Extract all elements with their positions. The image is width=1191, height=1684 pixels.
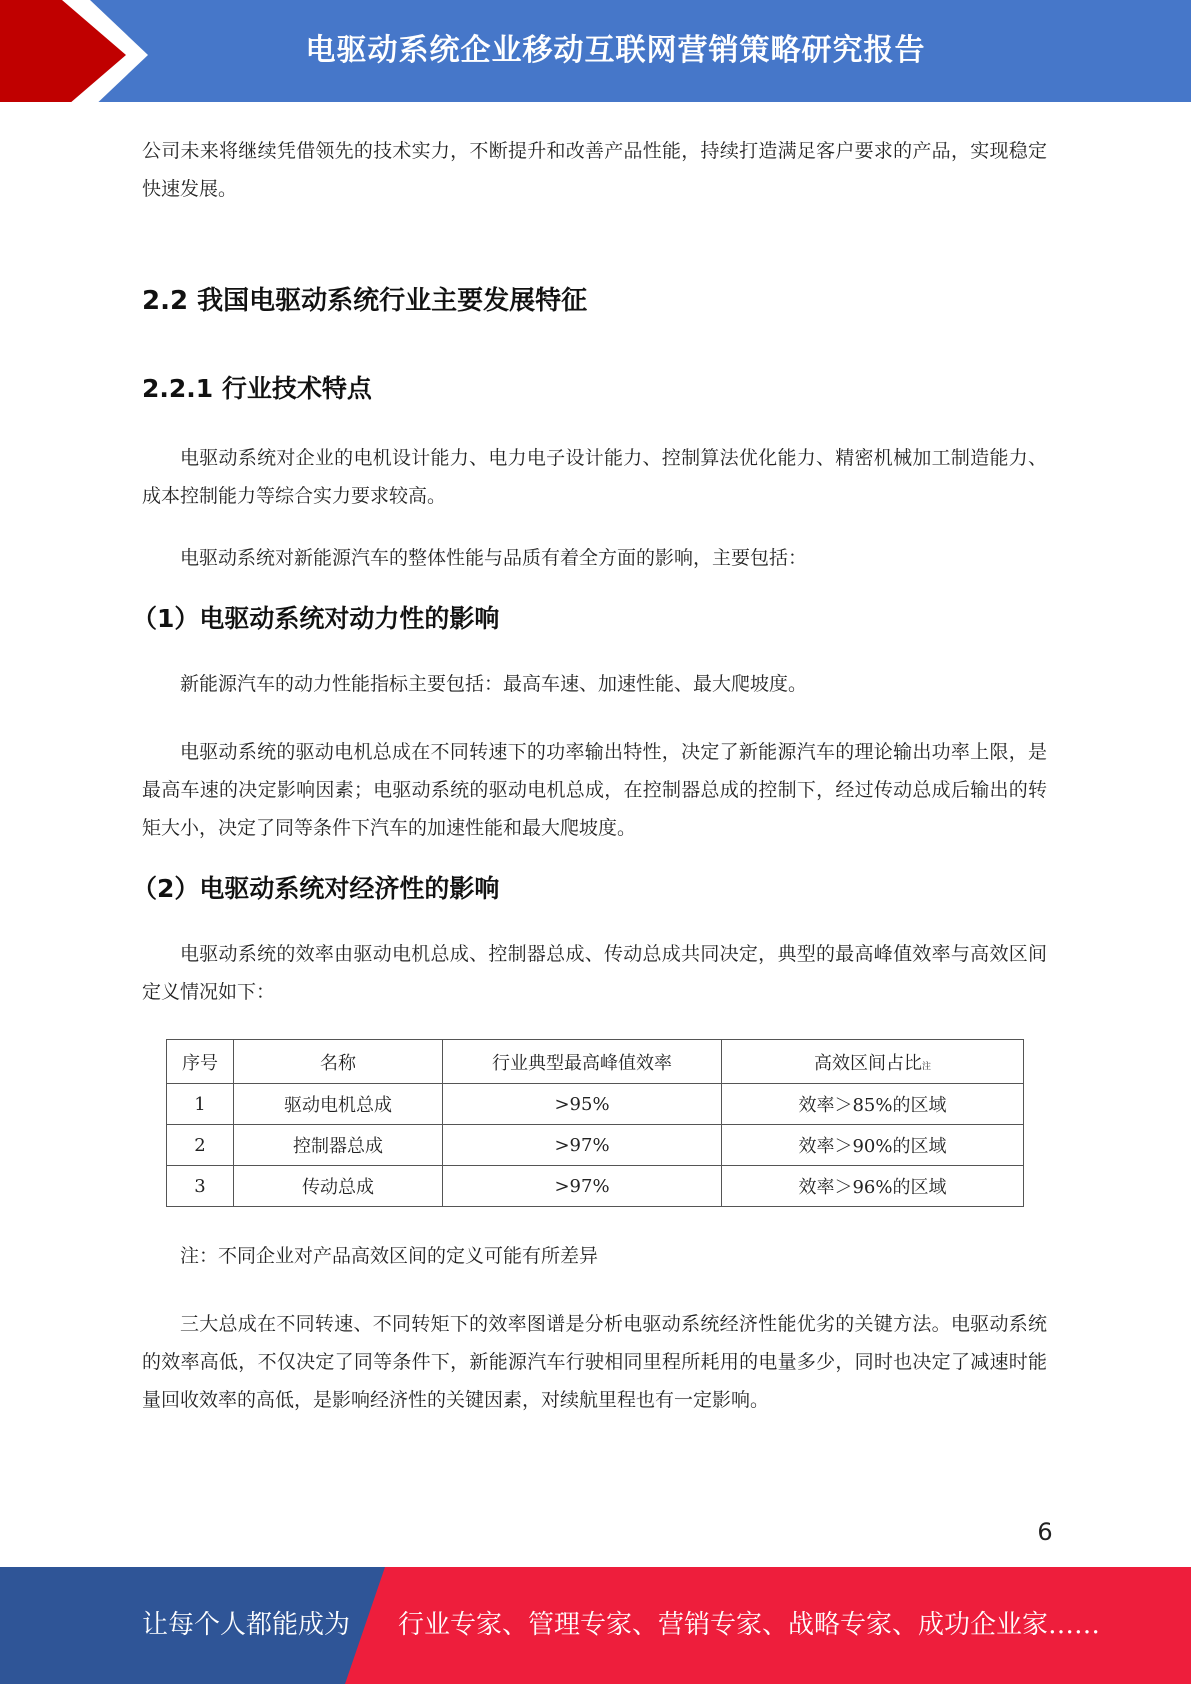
table-cell: 3 bbox=[167, 1166, 234, 1207]
paragraph: 电驱动系统的效率由驱动电机总成、控制器总成、传动总成共同决定，典型的最高峰值效率与高效区间定义情况如下： bbox=[142, 943, 1047, 1003]
table-cell: >97% bbox=[443, 1166, 722, 1207]
footer-slogan-right: 行业专家、管理专家、营销专家、战略专家、成功企业家…… bbox=[398, 1610, 1101, 1640]
table-cell: 2 bbox=[167, 1125, 234, 1166]
table-cell: 控制器总成 bbox=[234, 1125, 443, 1166]
page-header bbox=[0, 0, 1191, 110]
table-row bbox=[167, 1166, 1024, 1207]
table-cell: 传动总成 bbox=[234, 1166, 443, 1207]
footer-slogan-left: 让每个人都能成为 bbox=[142, 1610, 351, 1640]
table-header-cell bbox=[722, 1040, 1024, 1084]
subsection-heading: 2.2.1 行业技术特点 bbox=[142, 374, 372, 403]
table-header-cell: 名称 bbox=[234, 1040, 443, 1084]
item-heading: （1）电驱动系统对动力性的影响 bbox=[132, 604, 500, 633]
header-text: 高效区间占比 bbox=[813, 1052, 922, 1074]
page-number: 6 bbox=[1037, 1518, 1053, 1546]
paragraph: 三大总成在不同转速、不同转矩下的效率图谱是分析电驱动系统经济性能优劣的关键方法。电驱动系统的效率高低，不仅决定了同等条件下，新能源汽车行驶相同里程所耗用的电量多少，同时也决定了减速时能量回收效率的高低，是影响经济性的关键因素，对续航里程也有一定影响。 bbox=[142, 1313, 1047, 1411]
report-title: 电驱动系统企业移动互联网营销策略研究报告 bbox=[305, 33, 926, 68]
paragraph: 电驱动系统的驱动电机总成在不同转速下的功率输出特性，决定了新能源汽车的理论输出功率上限，是最高车速的决定影响因素；电驱动系统的驱动电机总成，在控制器总成的控制下，经过传动总成后输出的转矩大小，决定了同等条件下汽车的加速性能和最大爬坡度。 bbox=[142, 741, 1047, 839]
table-cell: 效率＞96%的区域 bbox=[722, 1166, 1024, 1207]
table-row bbox=[167, 1125, 1024, 1166]
table-cell: 效率＞90%的区域 bbox=[722, 1125, 1024, 1166]
item-heading: （2）电驱动系统对经济性的影响 bbox=[132, 874, 500, 903]
table-cell: >95% bbox=[443, 1084, 722, 1125]
paragraph: 新能源汽车的动力性能指标主要包括：最高车速、加速性能、最大爬坡度。 bbox=[180, 673, 808, 695]
section-heading: 2.2 我国电驱动系统行业主要发展特征 bbox=[142, 286, 588, 316]
page-footer bbox=[0, 1567, 1191, 1684]
table-cell: 1 bbox=[167, 1084, 234, 1125]
table-cell: >97% bbox=[443, 1125, 722, 1166]
efficiency-table bbox=[166, 1039, 1024, 1207]
table-header-cell: 序号 bbox=[167, 1040, 234, 1084]
paragraph: 电驱动系统对新能源汽车的整体性能与品质有着全方面的影响，主要包括： bbox=[180, 547, 808, 569]
note-mark: 注 bbox=[921, 1061, 931, 1072]
document-body bbox=[132, 132, 1047, 1419]
table-row bbox=[167, 1084, 1024, 1125]
table-note: 注：不同企业对产品高效区间的定义可能有所差异 bbox=[180, 1245, 599, 1267]
table-cell: 驱动电机总成 bbox=[234, 1084, 443, 1125]
table-header-row bbox=[167, 1040, 1024, 1084]
table-header-cell: 行业典型最高峰值效率 bbox=[443, 1040, 722, 1084]
table-cell: 效率＞85%的区域 bbox=[722, 1084, 1024, 1125]
paragraph: 电驱动系统对企业的电机设计能力、电力电子设计能力、控制算法优化能力、精密机械加工制造能力、成本控制能力等综合实力要求较高。 bbox=[142, 447, 1047, 507]
intro-paragraph: 公司未来将继续凭借领先的技术实力，不断提升和改善产品性能，持续打造满足客户要求的产品，实现稳定快速发展。 bbox=[142, 140, 1047, 200]
